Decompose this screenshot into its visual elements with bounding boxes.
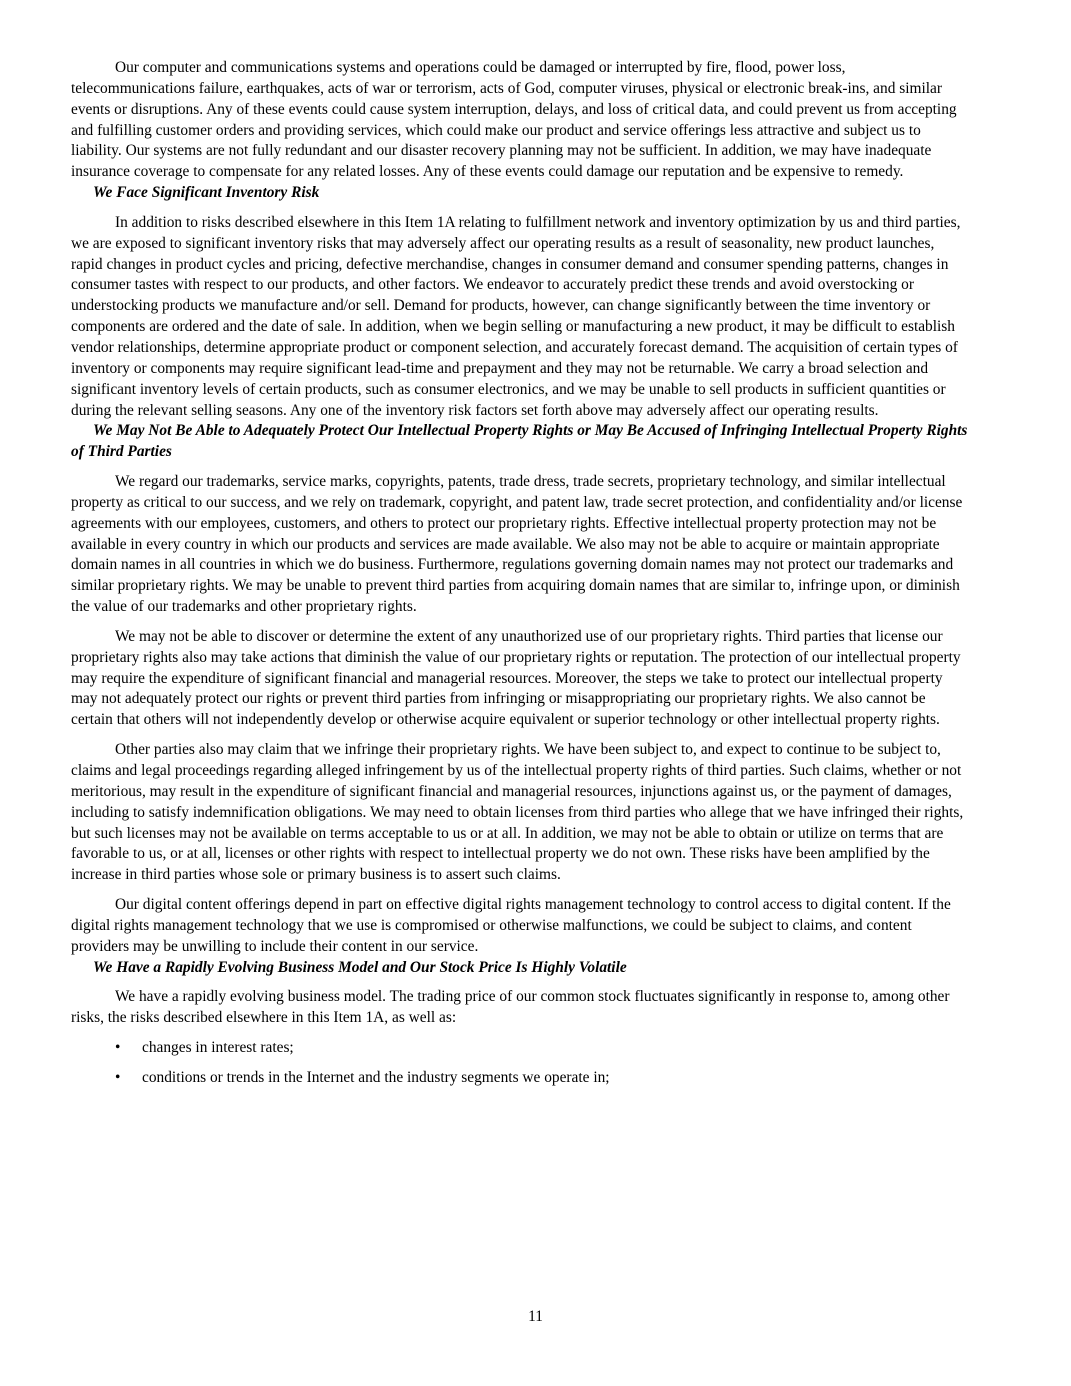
paragraph-ip-unauthorized-use: We may not be able to discover or determine the extent of any unauthorized use of our proprietary rights. Third parties that license our proprietary rights also may take actions that diminish the value of our proprietary rights or reputation. The protection of our intellectual property may require the expenditure of significant financial and managerial resources. Moreover, the steps we take to protect our intellectual property may not adequately protect our rights or prevent third parties from infringing or misappropriating our proprietary rights. We also cannot be certain that others will not independently develop or otherwise acquire equivalent or superior technology or other intellectual property rights. xyxy=(71,627,961,729)
paragraph-business-model: We have a rapidly evolving business model. The trading price of our common stock fluctuates significantly in response to, among other risks, the risks described elsewhere in this Item 1A, as well as: xyxy=(71,988,950,1027)
list-item-text: changes in interest rates; xyxy=(142,1039,294,1057)
bullet-marker: • xyxy=(115,1068,121,1086)
paragraph-inventory-risk: In addition to risks described elsewhere in this Item 1A relating to fulfillment network and inventory optimization by us and third parties, we are exposed to significant inventory risks that may adversely affect our operating results as a result of seasonality, new product launches, rapid changes in product cycles and pricing, defective merchandise, changes in consumer demand and consumer spending patterns, changes in consumer tastes with respect to our products, and other factors. We endeavor to accurately predict these trends and avoid overstocking or understocking products we manufacture and/or sell. Demand for products, however, can change significantly between the time inventory or components are ordered and the date of sale. In addition, when we begin selling or manufacturing a new product, it may be difficult to establish vendor relationships, determine appropriate product or component selection, and accurately forecast demand. The acquisition of certain types of inventory or components may require significant lead-time and prepayment and they may not be returnable. We carry a broad selection and significant inventory levels of certain products, such as consumer electronics, and we may be unable to sell products in sufficient quantities or during the relevant selling seasons. Any one of the inventory risk factors set forth above may adversely affect our operating results. xyxy=(71,213,961,419)
page-number: 11 xyxy=(528,1308,543,1325)
heading-inventory-risk: We Face Significant Inventory Risk xyxy=(93,184,320,202)
paragraph-ip-protection: We regard our trademarks, service marks, copyrights, patents, trade dress, trade secrets, proprietary technology, and similar intellectual property as critical to our success, and we rely on trademark, copyright, and patent law, trade secret protection, and confidentiality and/or license agreements with our employees, customers, and others to protect our proprietary rights. Effective intellectual property protection may not be available in every country in which our products and services are made available. We also may not be able to acquire or maintain appropriate domain names in all countries in which we do business. Furthermore, regulations governing domain names may not protect our trademarks and similar proprietary rights. We may be unable to prevent third parties from acquiring domain names that are similar to, infringe upon, or diminish the value of our trademarks and other proprietary rights. xyxy=(71,473,963,616)
paragraph-digital-rights: Our digital content offerings depend in part on effective digital rights management technology to control access to digital content. If the digital rights management technology that we use is compromised or otherwise malfunctions, we could be subject to claims, and content providers may be unwilling to include their content in our service. xyxy=(71,896,951,955)
bullet-marker: • xyxy=(115,1039,121,1057)
paragraph-disaster-risk: Our computer and communications systems and operations could be damaged or interrupted by fire, flood, power loss, telecommunications failure, earthquakes, acts of war or terrorism, acts of God, computer viruses, physical or electronic break-ins, and similar events or disruptions. Any of these events could cause system interruption, delays, and loss of critical data, and could prevent us from accepting and fulfilling customer orders and providing services, which could make our product and service offerings less attractive and subject us to liability. Our systems are not fully redundant and our disaster recovery planning may not be sufficient. In addition, we may have inadequate insurance coverage to compensate for any related losses. Any of these events could damage our reputation and be expensive to remedy. xyxy=(71,59,957,181)
list-item xyxy=(71,1068,969,1089)
heading-business-model: We Have a Rapidly Evolving Business Model and Our Stock Price Is Highly Volatile xyxy=(93,958,627,976)
heading-intellectual-property: We May Not Be Able to Adequately Protect Our Intellectual Property Rights or May Be Accused of Infringing Intellectual Property Rights of Third Parties xyxy=(71,422,968,461)
document-page xyxy=(71,58,969,1089)
paragraph-ip-infringement-claims: Other parties also may claim that we infringe their proprietary rights. We have been subject to, and expect to continue to be subject to, claims and legal proceedings regarding alleged infringement by us of the intellectual property rights of third parties. Such claims, whether or not meritorious, may result in the expenditure of significant financial and managerial resources, injunctions against us, or the payment of damages, including to satisfy indemnification obligations. We may need to obtain licenses from third parties who allege that we have infringed their rights, but such licenses may not be available on terms acceptable to us or at all. In addition, we may not be able to obtain or utilize on terms that are favorable to us, or at all, licenses or other rights with respect to intellectual property we do not own. These risks have been amplified by the increase in third parties whose sole or primary business is to assert such claims. xyxy=(71,741,964,884)
bullet-list xyxy=(71,1038,969,1089)
list-item xyxy=(71,1038,969,1059)
list-item-text: conditions or trends in the Internet and the industry segments we operate in; xyxy=(142,1068,610,1086)
